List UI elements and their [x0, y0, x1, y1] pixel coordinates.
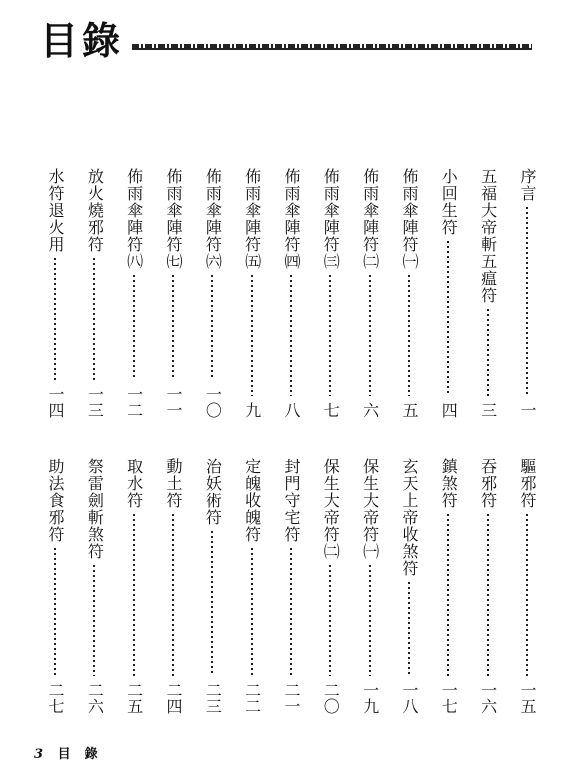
- page-title: 目錄: [40, 18, 125, 63]
- toc-entry-page: 一〇: [203, 386, 223, 418]
- toc-entry-page: 三: [478, 402, 498, 418]
- toc-dot-leader: [487, 514, 489, 676]
- toc-entry-title: 佈雨傘陣符㈠: [399, 168, 419, 270]
- toc-entry-title: 水符退火用: [46, 168, 65, 253]
- page-footer: [34, 743, 112, 762]
- toc-entry[interactable]: [239, 168, 265, 418]
- toc-entry[interactable]: [317, 168, 343, 418]
- toc-bottom-row: [42, 458, 540, 714]
- toc-dot-leader: [329, 275, 331, 396]
- footer-page-number: 3: [34, 747, 44, 762]
- toc-dot-leader: [211, 275, 213, 380]
- toc-top-row: [42, 168, 540, 418]
- toc-entry-title: 保生大帝符㈠: [360, 458, 380, 560]
- toc-dot-leader: [251, 548, 253, 676]
- toc-entry[interactable]: [435, 168, 461, 418]
- toc-entry-page: 一八: [399, 682, 419, 714]
- toc-entry-title: 佈雨傘陣符㈡: [360, 168, 380, 270]
- toc-entry[interactable]: [121, 458, 147, 714]
- toc-dot-leader: [487, 309, 489, 396]
- toc-entry[interactable]: [42, 458, 68, 714]
- toc-entry[interactable]: [396, 168, 422, 418]
- toc-entry-page: 四: [439, 402, 459, 418]
- toc-entry-title: 放火燒邪符: [85, 168, 105, 253]
- toc-entry-title: 祭雷劍斬煞符: [85, 458, 105, 560]
- toc-entry-page: 二〇: [321, 682, 341, 714]
- toc-entry-page: 二五: [124, 682, 144, 714]
- toc-entry-page: 九: [242, 402, 262, 418]
- toc-entry[interactable]: [42, 168, 68, 418]
- toc-entry-title: 五福大帝斬五瘟符: [478, 168, 498, 304]
- toc-dot-leader: [133, 275, 135, 380]
- toc-dot-leader: [526, 514, 528, 676]
- toc-entry-page: 一六: [478, 682, 498, 714]
- toc-entry-title: 佈雨傘陣符㈧: [124, 168, 144, 270]
- toc-entry[interactable]: [199, 168, 225, 418]
- toc-entry[interactable]: [357, 168, 383, 418]
- toc-entry-page: 一一: [163, 386, 183, 418]
- toc-entry-page: 二三: [203, 682, 223, 714]
- toc-entry[interactable]: [199, 458, 225, 714]
- toc-entry-page: 八: [281, 402, 301, 418]
- toc-entry-page: 二四: [163, 682, 183, 714]
- toc-dot-leader: [93, 258, 95, 380]
- toc-entry[interactable]: [239, 458, 265, 714]
- toc-entry-title: 驅邪符: [517, 458, 537, 509]
- toc-dot-leader: [526, 207, 528, 396]
- toc-dot-leader: [290, 548, 292, 676]
- toc-entry[interactable]: [317, 458, 343, 714]
- toc-entry-page: 二七: [46, 682, 65, 714]
- toc-entry[interactable]: [160, 168, 186, 418]
- toc-entry-title: 治妖術符: [203, 458, 223, 526]
- toc-dot-leader: [54, 258, 56, 380]
- toc-entry-title: 封門守宅符: [281, 458, 301, 543]
- toc-entry[interactable]: [121, 168, 147, 418]
- toc-entry[interactable]: [435, 458, 461, 714]
- toc-entry-page: 六: [360, 402, 380, 418]
- toc-entry-title: 動土符: [163, 458, 183, 509]
- toc-entry-page: 一九: [360, 682, 380, 714]
- toc-entry-title: 助法食邪符: [46, 458, 65, 543]
- toc-entry[interactable]: [514, 168, 540, 418]
- toc-dot-leader: [251, 275, 253, 396]
- toc-entry-title: 定魄收魄符: [242, 458, 262, 543]
- toc-entry-page: 二一: [281, 682, 301, 714]
- toc-entry-title: 鎮煞符: [439, 458, 459, 509]
- toc-dot-leader: [290, 275, 292, 396]
- toc-entry-title: 佈雨傘陣符㈥: [203, 168, 223, 270]
- toc-dot-leader: [172, 514, 174, 676]
- toc-entry-title: 小回生符: [439, 168, 459, 236]
- toc-entry-title: 佈雨傘陣符㈤: [242, 168, 262, 270]
- toc-entry-page: 一七: [439, 682, 459, 714]
- toc-dot-leader: [369, 565, 371, 676]
- toc-dot-leader: [447, 514, 449, 676]
- toc-dot-leader: [93, 565, 95, 676]
- toc-entry-title: 佈雨傘陣符㈢: [321, 168, 341, 270]
- toc-entry-title: 保生大帝符㈡: [321, 458, 341, 560]
- toc-dot-leader: [133, 514, 135, 676]
- toc-dot-leader: [369, 275, 371, 396]
- toc-entry-page: 一五: [517, 682, 537, 714]
- toc-dot-leader: [211, 531, 213, 676]
- toc-dot-leader: [172, 275, 174, 380]
- toc-entry-title: 玄天上帝收煞符: [399, 458, 419, 577]
- title-rule: [132, 44, 532, 48]
- toc-entry[interactable]: [278, 458, 304, 714]
- toc-entry-title: 佈雨傘陣符㈦: [163, 168, 183, 270]
- toc-dot-leader: [408, 582, 410, 676]
- toc-entry-page: 七: [321, 402, 341, 418]
- toc-entry[interactable]: [475, 458, 501, 714]
- toc-entry-title: 取水符: [124, 458, 144, 509]
- toc-entry-page: 一四: [46, 386, 65, 418]
- toc-entry[interactable]: [514, 458, 540, 714]
- toc-entry[interactable]: [160, 458, 186, 714]
- toc-dot-leader: [408, 275, 410, 396]
- toc-entry-title: 吞邪符: [478, 458, 498, 509]
- toc-entry-page: 一: [517, 402, 537, 418]
- toc-entry[interactable]: [81, 168, 107, 418]
- footer-label: 目錄: [57, 747, 112, 762]
- toc-entry-page: 一三: [85, 386, 105, 418]
- toc-entry[interactable]: [81, 458, 107, 714]
- toc-entry-page: 一二: [124, 386, 144, 418]
- toc-dot-leader: [447, 241, 449, 396]
- toc-entry[interactable]: [475, 168, 501, 418]
- toc-entry[interactable]: [396, 458, 422, 714]
- toc-entry-page: 五: [399, 402, 419, 418]
- toc-entry-title: 序言: [517, 168, 537, 202]
- toc-dot-leader: [329, 565, 331, 676]
- toc-entry[interactable]: [357, 458, 383, 714]
- toc-entry[interactable]: [278, 168, 304, 418]
- toc-entry-page: 二二: [242, 682, 262, 714]
- toc-entry-page: 二六: [85, 682, 105, 714]
- toc-entry-title: 佈雨傘陣符㈣: [281, 168, 301, 270]
- toc-dot-leader: [54, 548, 56, 676]
